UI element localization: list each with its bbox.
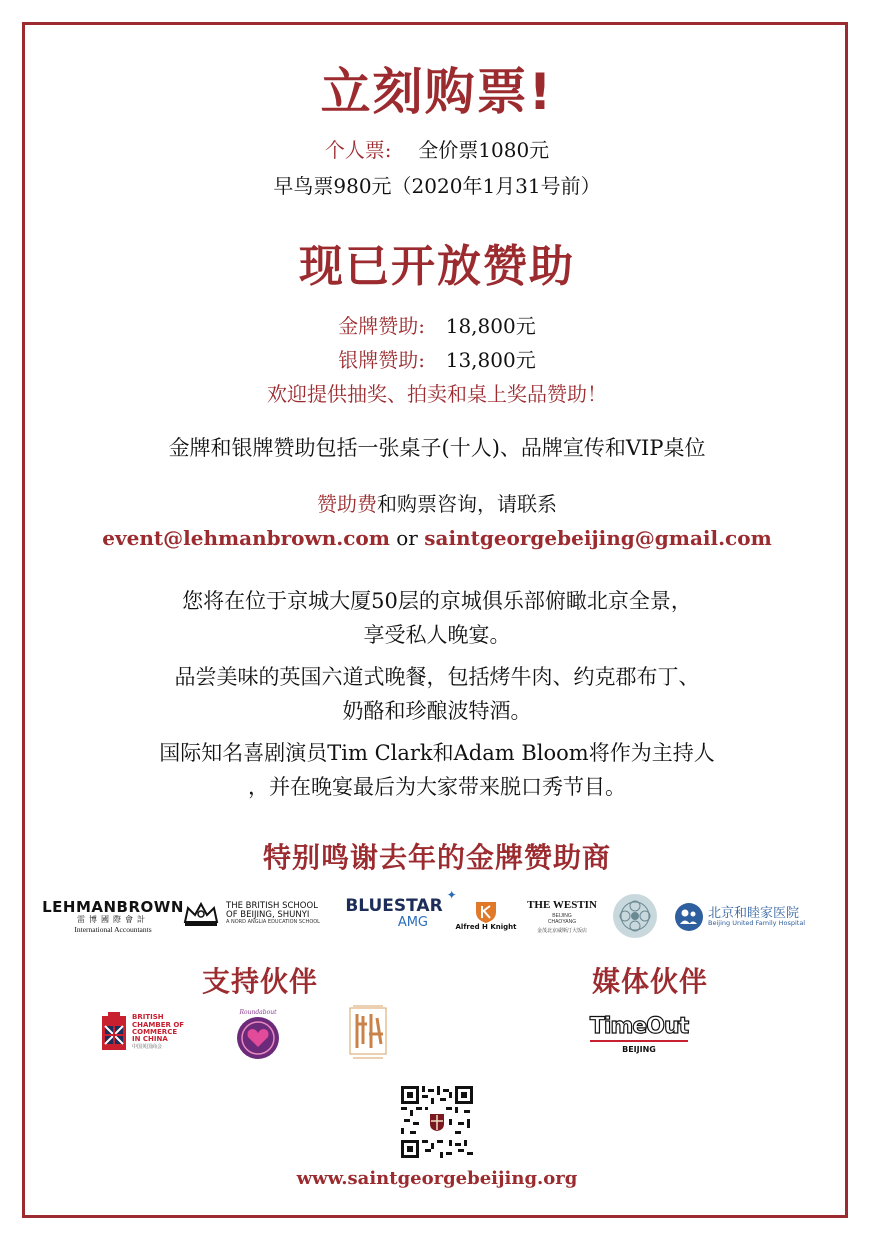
support-partners-title: 支持伙伴 [201,965,318,998]
bluestar-amg: AMG [397,915,428,931]
venue-paragraph [0,584,874,652]
qr-code-icon [401,1086,473,1158]
early-bird-ticket: 早鸟票980元（2020年1月31号前） [273,174,601,198]
seal-icon [349,1004,387,1060]
timeout-city: BEIJING [622,1045,656,1054]
individual-ticket-line [0,138,874,162]
alfred-knight-logo [450,896,522,936]
silver-sponsorship-price: 13,800元 [445,348,536,372]
roundabout-logo [234,1008,282,1060]
lehmanbrown-cn: 雷博國際會計 [77,915,149,925]
bcc-line-1: BRITISH [132,1013,164,1022]
bufh-en: Beijing United Family Hospital [708,919,806,928]
timeout-logo [589,1008,689,1060]
sponsorship-title: 现已开放赞助 [299,241,575,292]
crown-icon [182,900,220,928]
heart-icon [236,1016,280,1060]
westin-cn: 金茂北京威斯汀大饭店 [536,927,587,934]
westin-city: BEIJING [552,912,572,919]
dinner-line-2: 奶酪和珍酿波特酒。 [342,699,532,723]
star-icon: ✦ [446,888,457,903]
dinner-paragraph [0,660,874,728]
comedian-line-1: 国际知名喜剧演员Tim Clark和Adam Bloom将作为主持人 [159,741,715,765]
gold-sponsors-title: 特别鸣谢去年的金牌赞助商 [262,841,611,874]
lehmanbrown-logo [42,896,184,938]
contact-emails [0,526,874,550]
bluestar-logo [345,888,457,934]
bcc-emblem-icon [100,1012,128,1052]
inquiry-text: 和购票咨询，请联系 [377,492,557,516]
family-icon [674,902,704,932]
website-link[interactable]: www.saintgeorgebeijing.org [296,1168,578,1189]
bufh-logo [674,900,814,934]
dinner-line-1: 品尝美味的英国六道式晚餐，包括烤牛肉、约克郡布丁、 [174,665,700,689]
venue-line-2: 享受私人晚宴。 [363,623,511,647]
roundabout-wordmark: Roundabout [239,1008,277,1016]
full-price-ticket: 全价票1080元 [418,138,550,162]
lehmanbrown-sub: International Accountants [74,924,152,934]
flower-icon [612,893,658,939]
email-or-text: or [389,526,425,550]
british-school-logo [182,894,346,934]
bcc-cn: 中国英国商会 [132,1043,163,1050]
bcc-logo [100,1010,192,1054]
british-school-line-1: THE BRITISH SCHOOL [226,901,318,912]
bcc-line-2: CHAMBER OF [132,1020,185,1029]
bcc-line-4: IN CHINA [132,1035,168,1044]
silver-sponsorship-line [0,348,874,372]
calligraphy-seal-logo [348,1004,388,1060]
silver-sponsorship-label: 银牌赞助: [338,348,426,372]
flower-logo [612,893,658,939]
westin-logo [524,894,600,938]
sponsorship-includes: 金牌和银牌赞助包括一张桌子(十人)、品牌宣传和VIP桌位 [168,436,706,460]
westin-district: CHAOYANG [547,918,577,925]
shield-icon [473,900,499,924]
bufh-cn: 北京和睦家医院 [708,905,800,921]
gold-sponsorship-line [0,314,874,338]
bluestar-wordmark: BLUESTAR [345,896,443,917]
comedian-paragraph [0,736,874,804]
email-link-saintgeorge[interactable]: saintgeorgebeijing@gmail.com [424,526,772,550]
westin-wordmark: THE WESTIN [527,898,597,911]
gold-sponsorship-price: 18,800元 [445,314,536,338]
prize-sponsorship-note: 欢迎提供抽奖、拍卖和桌上奖品赞助！ [267,382,607,406]
venue-line-1: 您将在位于京城大厦50层的京城俱乐部俯瞰北京全景， [182,589,692,613]
media-partners-title: 媒体伙伴 [591,965,708,998]
british-school-line-3: A NORD ANGLIA EDUCATION SCHOOL [226,919,320,926]
timeout-wordmark: TimeOut [590,1014,688,1042]
comedian-line-2: ，并在晚宴最后为大家带来脱口秀节目。 [248,775,626,799]
sponsor-fee-label: 赞助费 [317,492,377,516]
british-school-line-2: OF BEIJING, SHUNYI [226,910,310,921]
qr-code[interactable] [401,1086,473,1158]
gold-sponsorship-label: 金牌赞助: [338,314,426,338]
contact-line [0,492,874,516]
individual-ticket-label: 个人票: [324,138,392,162]
buy-now-title: 立刻购票! [320,63,554,121]
email-link-lehmanbrown[interactable]: event@lehmanbrown.com [102,526,390,550]
lehmanbrown-wordmark: LEHMANBROWN [42,898,184,917]
alfred-knight-text: Alfred H Knight [455,923,517,932]
bcc-line-3: COMMERCE [132,1027,178,1036]
